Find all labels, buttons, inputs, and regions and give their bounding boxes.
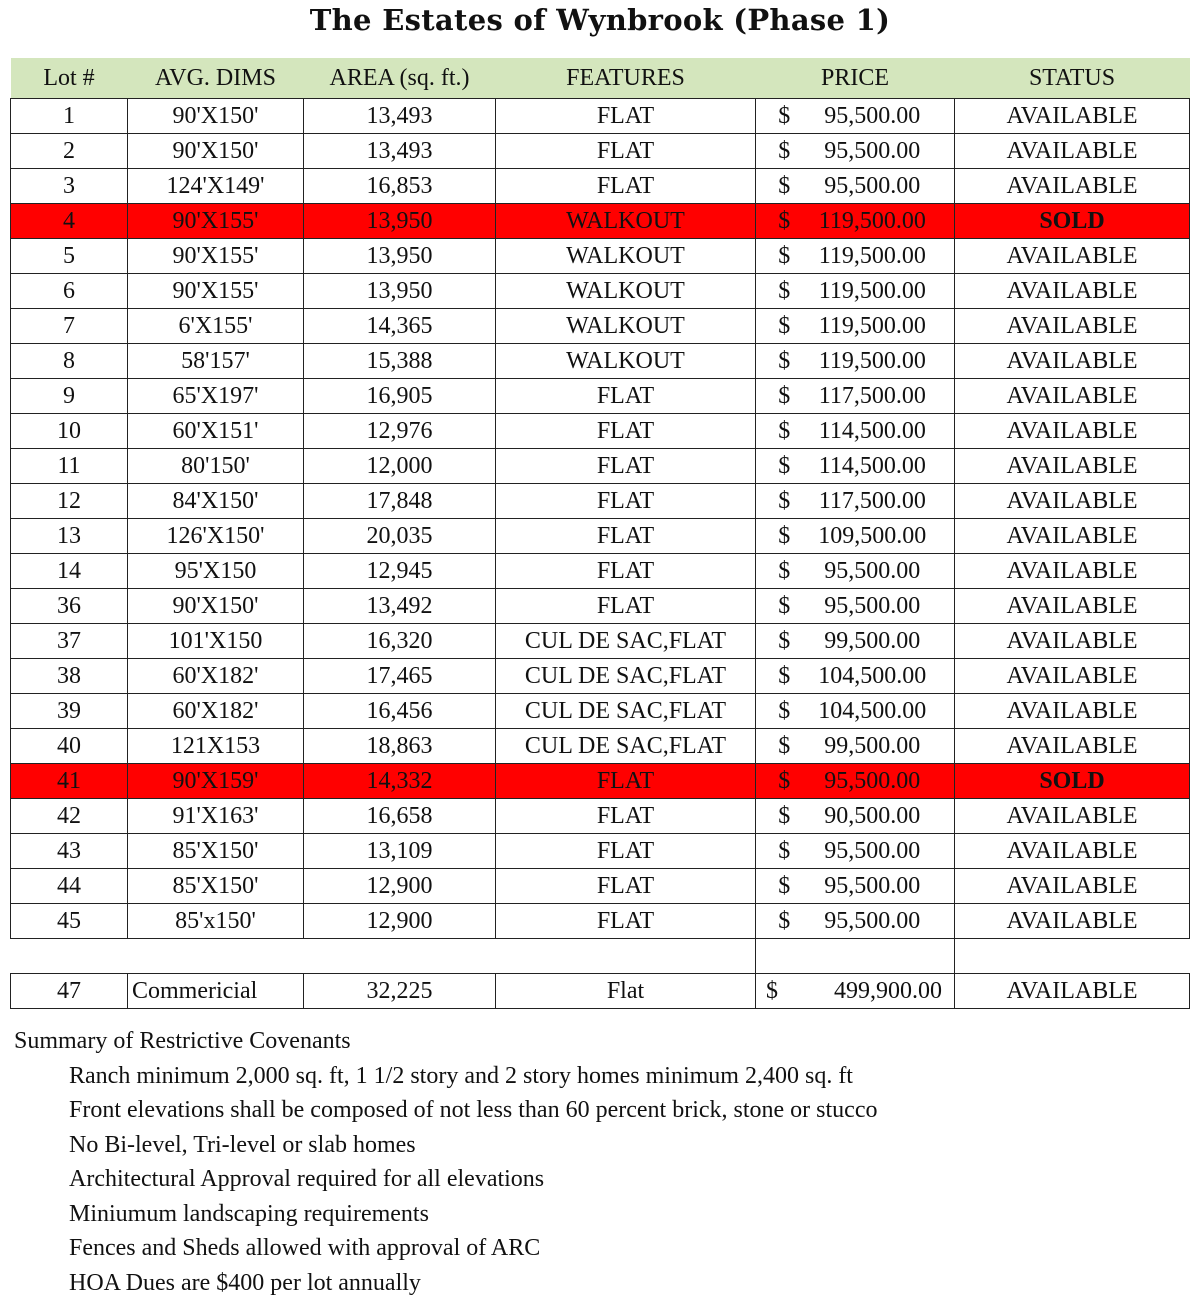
cell-price: 104,500.00 (803, 659, 955, 694)
cell-lot: 44 (11, 869, 128, 904)
header-price: PRICE (756, 58, 955, 99)
cell-lot: 42 (11, 799, 128, 834)
table-row (11, 309, 1190, 344)
cell-currency: $ (756, 134, 803, 169)
cell-price: 95,500.00 (803, 869, 955, 904)
cell-price: 499,900.00 (803, 974, 955, 1009)
cell-lot: 14 (11, 554, 128, 589)
cell-features: FLAT (496, 554, 756, 589)
cell-dims: 80'150' (128, 449, 304, 484)
cell-currency: $ (756, 589, 803, 624)
cell-price: 99,500.00 (803, 624, 955, 659)
cell-price: 95,500.00 (803, 134, 955, 169)
cell-status: AVAILABLE (955, 134, 1190, 169)
cell-features: WALKOUT (496, 204, 756, 239)
table-row (11, 869, 1190, 904)
cell-lot: 45 (11, 904, 128, 939)
cell-features: CUL DE SAC,FLAT (496, 694, 756, 729)
table-row (11, 589, 1190, 624)
cell-area: 16,456 (304, 694, 496, 729)
cell-lot: 7 (11, 309, 128, 344)
cell-features: WALKOUT (496, 309, 756, 344)
cell-currency: $ (756, 344, 803, 379)
spacer-row (11, 939, 1190, 974)
cell-features: Flat (496, 974, 756, 1009)
cell-currency: $ (756, 274, 803, 309)
cell-status: SOLD (955, 764, 1190, 799)
summary-item: HOA Dues are $400 per lot annually (69, 1266, 877, 1300)
cell-dims: 90'X155' (128, 239, 304, 274)
cell-area: 13,492 (304, 589, 496, 624)
cell-price: 119,500.00 (803, 239, 955, 274)
cell-dims: 90'X150' (128, 134, 304, 169)
covenants-summary (14, 1024, 877, 1300)
cell-dims: 90'X150' (128, 99, 304, 134)
cell-dims: 126'X150' (128, 519, 304, 554)
table-row (11, 694, 1190, 729)
cell-price: 95,500.00 (803, 554, 955, 589)
cell-status: AVAILABLE (955, 309, 1190, 344)
table-row (11, 799, 1190, 834)
cell-area: 16,905 (304, 379, 496, 414)
table-row (11, 624, 1190, 659)
cell-status: AVAILABLE (955, 414, 1190, 449)
cell-dims: 84'X150' (128, 484, 304, 519)
cell-features: FLAT (496, 169, 756, 204)
cell-features: FLAT (496, 589, 756, 624)
cell-currency: $ (756, 624, 803, 659)
cell-features: FLAT (496, 484, 756, 519)
header-row (11, 58, 1190, 99)
cell-area: 16,853 (304, 169, 496, 204)
cell-area: 13,493 (304, 99, 496, 134)
cell-status: AVAILABLE (955, 169, 1190, 204)
cell-status: AVAILABLE (955, 834, 1190, 869)
cell-features: CUL DE SAC,FLAT (496, 624, 756, 659)
cell-lot: 9 (11, 379, 128, 414)
cell-price: 95,500.00 (803, 589, 955, 624)
header-area: AREA (sq. ft.) (304, 58, 496, 99)
cell-status: AVAILABLE (955, 869, 1190, 904)
cell-dims: 101'X150 (128, 624, 304, 659)
cell-area: 17,848 (304, 484, 496, 519)
cell-dims: 90'X150' (128, 589, 304, 624)
cell-currency: $ (756, 414, 803, 449)
table-row (11, 169, 1190, 204)
table-header (11, 58, 1190, 99)
summary-item: Ranch minimum 2,000 sq. ft, 1 1/2 story and 2 story homes minimum 2,400 sq. ft (69, 1059, 877, 1094)
summary-title: Summary of Restrictive Covenants (14, 1024, 877, 1059)
cell-lot: 37 (11, 624, 128, 659)
cell-status: AVAILABLE (955, 484, 1190, 519)
cell-lot: 11 (11, 449, 128, 484)
cell-features: FLAT (496, 834, 756, 869)
cell-status: SOLD (955, 204, 1190, 239)
lots-table (10, 58, 1190, 1009)
cell-features: FLAT (496, 519, 756, 554)
cell-area: 17,465 (304, 659, 496, 694)
cell-area: 12,976 (304, 414, 496, 449)
cell-lot: 12 (11, 484, 128, 519)
summary-item: Fences and Sheds allowed with approval of ARC (69, 1231, 877, 1266)
cell-currency: $ (756, 99, 803, 134)
cell-dims: 121X153 (128, 729, 304, 764)
cell-status: AVAILABLE (955, 274, 1190, 309)
cell-price: 119,500.00 (803, 274, 955, 309)
cell-status: AVAILABLE (955, 904, 1190, 939)
header-dims: AVG. DIMS (128, 58, 304, 99)
cell-area: 12,900 (304, 869, 496, 904)
cell-status: AVAILABLE (955, 344, 1190, 379)
cell-currency: $ (756, 869, 803, 904)
cell-lot: 38 (11, 659, 128, 694)
cell-dims: 60'X182' (128, 694, 304, 729)
cell-currency: $ (756, 764, 803, 799)
cell-lot: 4 (11, 204, 128, 239)
cell-area: 16,658 (304, 799, 496, 834)
cell-area: 14,332 (304, 764, 496, 799)
cell-lot: 13 (11, 519, 128, 554)
cell-currency: $ (756, 449, 803, 484)
cell-currency: $ (756, 204, 803, 239)
cell-lot: 1 (11, 99, 128, 134)
cell-lot: 3 (11, 169, 128, 204)
cell-currency: $ (756, 694, 803, 729)
cell-dims: 85'x150' (128, 904, 304, 939)
cell-status: AVAILABLE (955, 449, 1190, 484)
cell-price: 114,500.00 (803, 449, 955, 484)
cell-features: FLAT (496, 99, 756, 134)
cell-area: 13,109 (304, 834, 496, 869)
cell-dims: 90'X159' (128, 764, 304, 799)
page-title: The Estates of Wynbrook (Phase 1) (0, 0, 1200, 40)
summary-item: Architectural Approval required for all elevations (69, 1162, 877, 1197)
table-row (11, 554, 1190, 589)
cell-price: 90,500.00 (803, 799, 955, 834)
cell-price: 95,500.00 (803, 764, 955, 799)
table-row (11, 904, 1190, 939)
cell-lot: 43 (11, 834, 128, 869)
cell-area: 13,493 (304, 134, 496, 169)
cell-area: 13,950 (304, 274, 496, 309)
cell-features: FLAT (496, 414, 756, 449)
cell-lot: 10 (11, 414, 128, 449)
cell-lot: 39 (11, 694, 128, 729)
cell-dims: 85'X150' (128, 834, 304, 869)
cell-dims: 60'X182' (128, 659, 304, 694)
cell-area: 12,900 (304, 904, 496, 939)
table-row (11, 484, 1190, 519)
cell-price: 119,500.00 (803, 344, 955, 379)
table-row (11, 379, 1190, 414)
cell-currency: $ (756, 974, 803, 1009)
cell-status: AVAILABLE (955, 694, 1190, 729)
cell-lot: 6 (11, 274, 128, 309)
cell-status: AVAILABLE (955, 239, 1190, 274)
table-row (11, 659, 1190, 694)
cell-currency: $ (756, 554, 803, 589)
table-row (11, 414, 1190, 449)
cell-status: AVAILABLE (955, 974, 1190, 1009)
cell-features: WALKOUT (496, 344, 756, 379)
cell-area: 12,000 (304, 449, 496, 484)
cell-area: 15,388 (304, 344, 496, 379)
cell-dims: 6'X155' (128, 309, 304, 344)
commercial-section (11, 939, 1190, 1009)
cell-dims: 124'X149' (128, 169, 304, 204)
cell-area: 18,863 (304, 729, 496, 764)
cell-currency: $ (756, 379, 803, 414)
summary-item: No Bi-level, Tri-level or slab homes (69, 1128, 877, 1163)
cell-price: 109,500.00 (803, 519, 955, 554)
table-row (11, 134, 1190, 169)
cell-lot: 47 (11, 974, 128, 1009)
cell-area: 13,950 (304, 204, 496, 239)
cell-area: 13,950 (304, 239, 496, 274)
cell-price: 95,500.00 (803, 99, 955, 134)
cell-dims: 58'157' (128, 344, 304, 379)
table-row (11, 274, 1190, 309)
cell-dims: 65'X197' (128, 379, 304, 414)
cell-currency: $ (756, 519, 803, 554)
cell-status: AVAILABLE (955, 589, 1190, 624)
cell-status: AVAILABLE (955, 659, 1190, 694)
commercial-row (11, 974, 1190, 1009)
summary-list (14, 1059, 877, 1300)
cell-currency: $ (756, 729, 803, 764)
cell-currency: $ (756, 659, 803, 694)
header-lot: Lot # (11, 58, 128, 99)
cell-features: FLAT (496, 869, 756, 904)
cell-price: 104,500.00 (803, 694, 955, 729)
cell-status: AVAILABLE (955, 799, 1190, 834)
cell-features: FLAT (496, 904, 756, 939)
table-row (11, 834, 1190, 869)
cell-price: 114,500.00 (803, 414, 955, 449)
cell-price: 119,500.00 (803, 204, 955, 239)
cell-lot: 36 (11, 589, 128, 624)
header-features: FEATURES (496, 58, 756, 99)
table-row (11, 99, 1190, 134)
cell-lot: 40 (11, 729, 128, 764)
cell-currency: $ (756, 169, 803, 204)
table-row (11, 204, 1190, 239)
cell-features: CUL DE SAC,FLAT (496, 729, 756, 764)
cell-price: 99,500.00 (803, 729, 955, 764)
cell-status: AVAILABLE (955, 379, 1190, 414)
table-row (11, 764, 1190, 799)
cell-area: 16,320 (304, 624, 496, 659)
cell-currency: $ (756, 904, 803, 939)
cell-features: FLAT (496, 134, 756, 169)
table-row (11, 729, 1190, 764)
cell-price: 119,500.00 (803, 309, 955, 344)
table-row (11, 239, 1190, 274)
cell-status: AVAILABLE (955, 99, 1190, 134)
cell-price: 117,500.00 (803, 484, 955, 519)
cell-currency: $ (756, 484, 803, 519)
cell-features: FLAT (496, 799, 756, 834)
cell-area: 20,035 (304, 519, 496, 554)
table-row (11, 449, 1190, 484)
cell-features: CUL DE SAC,FLAT (496, 659, 756, 694)
cell-lot: 5 (11, 239, 128, 274)
cell-dims: 85'X150' (128, 869, 304, 904)
cell-price: 95,500.00 (803, 834, 955, 869)
cell-currency: $ (756, 309, 803, 344)
cell-area: 14,365 (304, 309, 496, 344)
cell-area: 12,945 (304, 554, 496, 589)
cell-dims: 90'X155' (128, 274, 304, 309)
cell-features: FLAT (496, 764, 756, 799)
cell-status: AVAILABLE (955, 519, 1190, 554)
cell-lot: 41 (11, 764, 128, 799)
summary-item: Front elevations shall be composed of not less than 60 percent brick, stone or stucco (69, 1093, 877, 1128)
cell-dims: Commericial (128, 974, 304, 1009)
cell-currency: $ (756, 834, 803, 869)
cell-price: 95,500.00 (803, 904, 955, 939)
cell-dims: 95'X150 (128, 554, 304, 589)
cell-dims: 91'X163' (128, 799, 304, 834)
cell-dims: 60'X151' (128, 414, 304, 449)
cell-price: 117,500.00 (803, 379, 955, 414)
cell-dims: 90'X155' (128, 204, 304, 239)
table-row (11, 344, 1190, 379)
cell-price: 95,500.00 (803, 169, 955, 204)
cell-currency: $ (756, 239, 803, 274)
cell-lot: 2 (11, 134, 128, 169)
table-row (11, 519, 1190, 554)
cell-features: WALKOUT (496, 274, 756, 309)
cell-features: WALKOUT (496, 239, 756, 274)
cell-currency: $ (756, 799, 803, 834)
cell-status: AVAILABLE (955, 624, 1190, 659)
cell-status: AVAILABLE (955, 729, 1190, 764)
cell-features: FLAT (496, 379, 756, 414)
summary-item: Miniumum landscaping requirements (69, 1197, 877, 1232)
cell-status: AVAILABLE (955, 554, 1190, 589)
cell-features: FLAT (496, 449, 756, 484)
lot-rows (11, 99, 1190, 939)
cell-area: 32,225 (304, 974, 496, 1009)
cell-lot: 8 (11, 344, 128, 379)
header-status: STATUS (955, 58, 1190, 99)
